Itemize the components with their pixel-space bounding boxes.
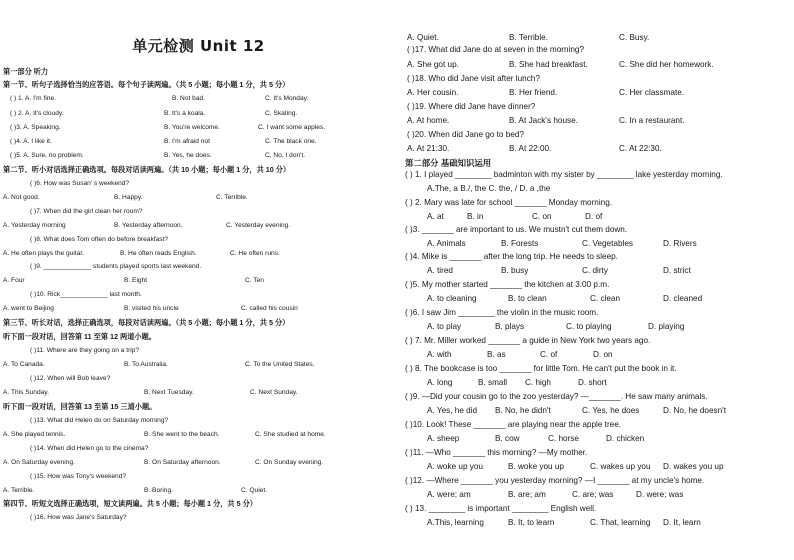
question-text: B. It, to learn [508,518,555,527]
question-text: A. Terrible. [3,487,35,494]
question-text: B. busy [501,266,529,275]
question-text: B. Forests [501,239,539,248]
question-text: D. cleaned [663,294,703,303]
question-text: ( )18. Who did Jane visit after lunch? [407,74,540,83]
question-text: A. She played tennis. [3,431,66,438]
question-text: B. Happy. [114,194,143,201]
question-text: ( )13. What did Helen do on Saturday morning? [30,417,169,424]
question-text: C. called his cousin [241,305,298,312]
question-text: ( )9. _____________ students played sports last weekend. [30,263,202,270]
question-text: B. She had breakfast. [509,60,588,69]
question-text: B. Her friend. [509,88,558,97]
question-text: ( )10. Rick_____________ last month. [30,291,142,298]
question-text: C. on [532,212,552,221]
question-text: A. Four [3,277,25,284]
question-text: ( )10. Look! These _______ are playing near the apple tree. [405,420,622,429]
question-text: ( )3. _______ are important to us. We mustn't cut them down. [405,225,628,234]
question-text: A. She got up. [407,60,459,69]
question-text: ( )4. Mike is _______ after the long trip. He needs to sleep. [405,252,618,261]
question-text: C. horse [548,434,579,443]
question-text: A. Yesterday morning [3,222,66,229]
question-text: C. To the United States. [245,361,315,368]
question-text: A. He often plays the guitar. [3,250,85,257]
question-text: B. as [487,350,506,359]
question-text: B. I'm afraid not [164,138,210,145]
question-text: A. went to Beijing [3,305,54,312]
question-text: ( )5. A. Sure, no problem. [10,152,84,159]
question-text: A.The, a B./, the C. the, / D. a ,the [427,184,551,193]
question-text: D. on [593,350,613,359]
question-text: A. woke up you [427,462,483,471]
question-text: D. of [585,212,603,221]
question-text: ( )17. What did Jane do at seven in the morning? [407,45,585,54]
question-text: C. Ten [245,277,264,284]
question-text: ( )20. When did Jane go to bed? [407,130,524,139]
question-text: ( )6. How was Susan' s weekend? [30,180,130,187]
question-text: B. Yes, he does. [164,152,212,159]
section-heading: 听下面一段对话，回答第 13 至第 15 三道小题。 [3,402,157,411]
question-text: D. chicken [606,434,645,443]
question-text: A. Animals [427,239,466,248]
question-text: B. Eight [124,277,148,284]
question-text: A. to cleaning [427,294,477,303]
question-text: C. Yes, he does [582,406,640,415]
question-text: B. Not bad. [172,95,205,102]
question-text: B. cow [495,434,520,443]
question-text: C. She did her homework. [619,60,714,69]
question-text: A. at [427,212,444,221]
section-heading: 第一节、听句子选择恰当的应答语。每个句子读两遍。（共 5 小题；每小题 1 分，共 5 分） [3,80,290,89]
question-text: A. Quiet. [407,33,439,42]
question-text: D. It, learn [663,518,701,527]
question-text: ( )19. Where did Jane have dinner? [407,102,536,111]
question-text: C. On Sunday evening. [255,459,324,466]
question-text: ( )7. When did the girl clean her room? [30,208,143,215]
question-text: B. Terrible. [509,33,548,42]
question-text: C. clean [590,294,621,303]
question-text: C. Skating. [265,110,298,117]
question-text: C. No, I don't. [265,152,306,159]
question-text: A. sheep [427,434,460,443]
question-text: ( )16. How was Jane's Saturday? [30,514,127,521]
question-text: C. of [540,350,558,359]
question-text: ( ) 13. ________ is important ________ English well. [405,504,597,513]
question-text: A. At home. [407,116,450,125]
question-text: A. with [427,350,452,359]
question-text: ( )6. I saw Jim ________ the violin in the music room. [405,308,599,317]
question-text: ( )3. A. Speaking. [10,124,61,131]
question-text: ( ) 1. A. I'm fine. [10,95,56,102]
question-text: B. She went to the beach. [144,431,220,438]
question-text: C. Next Sunday. [250,389,298,396]
question-text: B. plays [495,322,525,331]
question-text: D. playing [648,322,685,331]
question-text: C. He often runs. [230,250,280,257]
section-heading: 第二部分 基础知识运用 [405,158,492,168]
question-text: B. woke you up [508,462,564,471]
question-text: A. to play [427,322,462,331]
question-text: C. high [525,378,551,387]
question-text: B. At 22:00. [509,144,552,153]
question-text: C. The black one. [265,138,317,145]
question-text: ( )5. My mother started _______ the kitchen at 3:00 p.m. [405,280,610,289]
question-text: ( )8. What does Tom often do before breakfast? [30,236,169,243]
question-text: ( )12. When will Bob leave? [30,375,111,382]
question-text: B. It's a koala. [164,110,206,117]
question-text: ( ) 1. I played ________ badminton with my sister by ________ lake yesterday morning. [405,170,723,179]
question-text: B. Boring. [144,487,173,494]
question-text: C. wakes up you [590,462,651,471]
question-text: C. Busy. [619,33,650,42]
question-text: C. Terrible. [216,194,248,201]
question-text: C. Quiet. [241,487,268,494]
question-text: B. On Saturday afternoon. [144,459,221,466]
question-text: D. strict [663,266,691,275]
page-title: 单元检测 Unit 12 [132,37,265,55]
question-text: A. tired [427,266,453,275]
section-heading: 第三节、听长对话，选择正确选项，每段对话读两遍。（共 5 小题；每小题 1 分，共 5 分） [3,318,290,327]
section-heading: 第二节、听小对话选择正确选项。每段对话读两遍。（共 10 小题；每小题 1 分，共 10 分） [3,165,291,174]
question-text: D. Rivers [663,239,697,248]
question-text: A. At 21:30. [407,144,450,153]
question-text: B. small [478,378,508,387]
question-text: C. to playing [566,322,612,331]
question-text: C. Her classmate. [619,88,685,97]
question-text: D. wakes you up [663,462,724,471]
question-text: A. This Sunday. [3,389,49,396]
section-heading: 第一部分 听力 [3,67,49,76]
question-text: ( ) 8. The bookcase is too _______ for little Tom. He can't put the book in it. [405,364,677,373]
question-text: ( ) 2. A. It's cloudy. [10,110,64,117]
question-text: ( )11. Where are they going on a trip? [30,347,140,354]
question-text: C. That, learning [590,518,651,527]
question-text: ( )4. A. I like it. [10,138,52,145]
question-text: D. No, he doesn't [663,406,727,415]
question-text: C. dirty [582,266,608,275]
question-text: B. to clean [508,294,547,303]
question-text: ( )14. When did Helen go to the cinema? [30,445,149,452]
question-text: ( )11. —Who _______ this morning? —My mother. [405,448,588,457]
question-text: C. It's Monday. [265,95,309,102]
question-text: C. Vegetables [582,239,633,248]
question-text: ( ) 2. Mary was late for school _______ Monday morning. [405,198,613,207]
question-text: B. He often reads English. [120,250,197,257]
question-text: ( )12. —Where _______ you yesterday morning? —I _______ at my uncle's home. [405,476,705,485]
question-text: B. visited his uncle [124,305,179,312]
question-text: ( ) 7. Mr. Miller worked _______ a guide in New York two years ago. [405,336,651,345]
question-text: A.This, learning [427,518,484,527]
question-text: A. Yes, he did [427,406,478,415]
question-text: ( )9. —Did your cousin go to the zoo yesterday? —_______. He saw many animals. [405,392,708,401]
question-text: C. At 22:30. [619,144,662,153]
question-text: A. were; am [427,490,471,499]
question-text: B. To Australia. [124,361,168,368]
question-text: D. were; was [636,490,684,499]
question-text: A. To Canada. [3,361,45,368]
question-text: A. On Saturday evening. [3,459,75,466]
question-text: C. She studied at home. [255,431,326,438]
question-text: ( )15. How was Tony's weekend? [30,473,127,480]
question-text: C. are; was [572,490,614,499]
question-text: A. long [427,378,453,387]
question-text: A. Not good. [3,194,40,201]
question-text: B. At Jack's house. [509,116,578,125]
section-heading: 听下面一段对话，回答第 11 至第 12 两道小题。 [3,332,156,341]
question-text: B. Yesterday afternoon. [114,222,183,229]
question-text: C. Yesterday evening. [226,222,291,229]
question-text: C. In a restaurant. [619,116,685,125]
question-text: A. Her cousin. [407,88,459,97]
question-text: B. You're welcome. [164,124,220,131]
question-text: B. in [467,212,484,221]
question-text: D. short [578,378,607,387]
question-text: B. are; am [508,490,546,499]
section-heading: 第四节、听短文选择正确选项，短文读两遍。共 5 小题；每小题 1 分，共 5 分） [3,499,257,508]
question-text: B. No, he didn't [495,406,551,415]
question-text: C. I want some apples. [258,124,326,131]
question-text: B. Next Tuesday. [144,389,194,396]
